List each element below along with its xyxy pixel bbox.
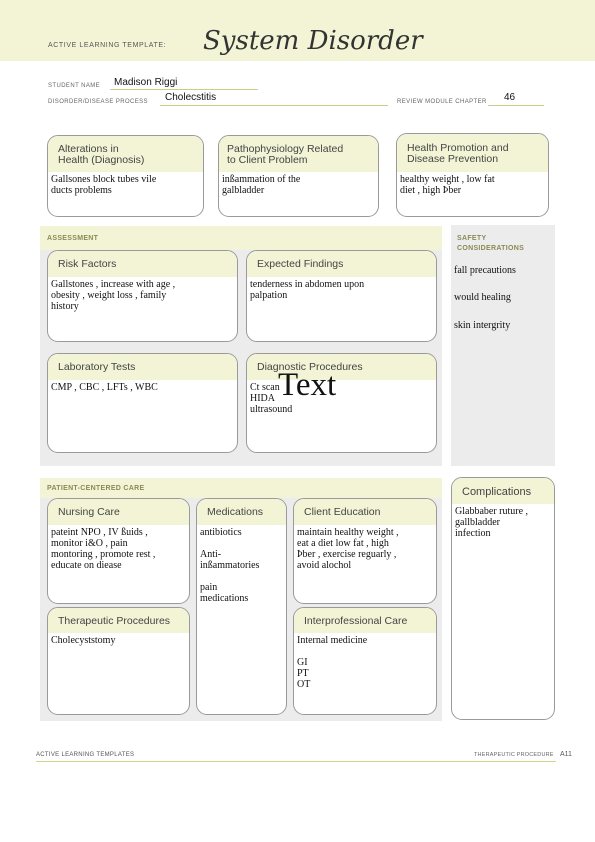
interprofessional-title: Interprofessional Care [294, 608, 436, 633]
expected-findings-text[interactable] [247, 277, 436, 303]
nursing-care-line: pateint NPO , IV ßuids , [51, 527, 148, 538]
medications-card [196, 498, 287, 715]
alterations-caption [48, 136, 203, 172]
template-title: System Disorder [203, 26, 423, 56]
health-promotion-card [396, 133, 549, 217]
diagnostic-title: Diagnostic Procedures [247, 354, 436, 380]
lab-tests-line: CMP , CBC , LFTs , WBC [51, 382, 158, 393]
risk-factors-card [47, 250, 238, 342]
medications-line: pain [200, 582, 218, 593]
interprofessional-line: PT [297, 668, 309, 679]
safety-item[interactable]: fall precautions [454, 265, 516, 276]
diagnostic-text[interactable] [247, 380, 436, 417]
therapeutic-title: Therapeutic Procedures [48, 608, 189, 633]
lab-tests-card [47, 353, 238, 453]
interprofessional-text[interactable] [294, 633, 436, 692]
health-promotion-title-2: Disease Prevention [407, 153, 499, 165]
therapeutic-text[interactable] [48, 633, 189, 648]
complications-card [451, 477, 555, 720]
footer-right-label: THERAPEUTIC PROCEDURE [474, 752, 554, 758]
nursing-care-title: Nursing Care [48, 499, 189, 525]
safety-item[interactable]: would healing [454, 292, 511, 303]
pathophysiology-line: inßammation of the [222, 174, 301, 185]
health-promotion-line: healthy weight , low fat [400, 174, 495, 185]
alterations-line: ducts problems [51, 185, 112, 196]
pathophysiology-title-1: Pathophysiology Related [227, 143, 344, 155]
lab-tests-text[interactable] [48, 380, 237, 395]
complications-title: Complications [452, 478, 554, 504]
medications-line: medications [200, 593, 249, 604]
therapeutic-line: Cholecyststomy [51, 635, 116, 646]
health-promotion-title-1: Health Promotion and [407, 142, 509, 154]
footer-divider [36, 761, 556, 762]
client-education-title: Client Education [294, 499, 436, 525]
pathophysiology-title-2: to Client Problem [227, 154, 308, 166]
diagnostic-text-overlay[interactable]: Text [278, 367, 337, 403]
risk-factors-line: obesity , weight loss , family [51, 290, 167, 301]
risk-factors-line: history [51, 301, 79, 312]
template-label: ACTIVE LEARNING TEMPLATE: [48, 42, 167, 49]
alterations-title-2: Health (Diagnosis) [58, 154, 145, 166]
client-education-text[interactable] [294, 525, 436, 573]
expected-findings-title: Expected Findings [247, 251, 436, 277]
client-education-line: Þber , exercise reguarly , [297, 549, 397, 560]
interprofessional-line [297, 646, 433, 657]
health-promotion-line: diet , high Þber [400, 185, 462, 196]
medications-line: antibiotics [200, 527, 242, 538]
safety-item[interactable]: skin intergrity [454, 320, 511, 331]
interprofessional-line: Internal medicine [297, 635, 368, 646]
diagnostic-line: Ct scan [250, 382, 280, 393]
disorder-line [160, 105, 388, 106]
student-name-label: STUDENT NAME [48, 83, 101, 89]
therapeutic-card [47, 607, 190, 715]
complications-line: Glabbaber ruture , [455, 506, 529, 517]
client-education-line: avoid alochol [297, 560, 352, 571]
complications-line: infection [455, 528, 491, 539]
alterations-text[interactable] [48, 172, 203, 198]
medications-line [200, 571, 283, 582]
template-header [0, 0, 595, 61]
client-education-line: maintain healthy weight , [297, 527, 399, 538]
medications-line: inßammatories [200, 560, 260, 571]
interprofessional-card [293, 607, 437, 715]
nursing-care-card [47, 498, 190, 604]
alterations-line: Gallsones block tubes vile [51, 174, 157, 185]
risk-factors-line: Gallstones , increase with age , [51, 279, 176, 290]
nursing-care-text[interactable] [48, 525, 189, 573]
safety-title-1: SAFETY [457, 235, 487, 242]
safety-panel [451, 225, 555, 466]
review-chapter-label: REVIEW MODULE CHAPTER [397, 99, 487, 105]
safety-title [457, 234, 524, 254]
pathophysiology-caption [219, 136, 378, 172]
nursing-care-line: educate on diease [51, 560, 122, 571]
pathophysiology-text[interactable] [219, 172, 378, 198]
assessment-title: ASSESSMENT [47, 235, 99, 242]
medications-text[interactable] [197, 525, 286, 606]
alterations-title-1: Alterations in [58, 143, 119, 155]
complications-line: gallbladder [455, 517, 500, 528]
interprofessional-line: OT [297, 679, 311, 690]
medications-title: Medications [197, 499, 286, 525]
disorder-value[interactable]: Cholecstitis [165, 92, 217, 103]
assessment-header-bar [40, 226, 442, 250]
review-chapter-value[interactable]: 46 [504, 92, 516, 103]
expected-findings-line: tenderness in abdomen upon [250, 279, 365, 290]
footer-left-label: ACTIVE LEARNING TEMPLATES [36, 752, 135, 758]
safety-title-2: CONSIDERATIONS [457, 245, 525, 252]
footer-page-number: A11 [560, 751, 572, 758]
expected-findings-line: palpation [250, 290, 288, 301]
medications-line: Anti- [200, 549, 222, 560]
alterations-card [47, 135, 204, 217]
client-education-line: eat a diet low fat , high [297, 538, 389, 549]
risk-factors-title: Risk Factors [48, 251, 237, 277]
student-name-value[interactable]: Madison Riggi [114, 77, 178, 88]
review-chapter-line [488, 105, 544, 106]
diagnostic-line: HIDA [250, 393, 275, 404]
diagnostic-card [246, 353, 437, 453]
patient-care-title: PATIENT-CENTERED CARE [47, 485, 145, 492]
interprofessional-line: GI [297, 657, 308, 668]
health-promotion-text[interactable] [397, 172, 548, 198]
student-name-line [110, 89, 258, 90]
risk-factors-text[interactable] [48, 277, 237, 314]
nursing-care-line: monitor i&O , pain [51, 538, 128, 549]
expected-findings-card [246, 250, 437, 342]
diagnostic-line: ultrasound [250, 404, 293, 415]
medications-line [200, 538, 283, 549]
nursing-care-line: montoring , promote rest , [51, 549, 156, 560]
pathophysiology-card [218, 135, 379, 217]
health-promotion-caption [397, 134, 548, 172]
complications-text[interactable] [452, 504, 554, 541]
lab-tests-title: Laboratory Tests [48, 354, 237, 380]
client-education-card [293, 498, 437, 604]
pathophysiology-line: galbladder [222, 185, 265, 196]
disorder-label: DISORDER/DISEASE PROCESS [48, 99, 148, 105]
